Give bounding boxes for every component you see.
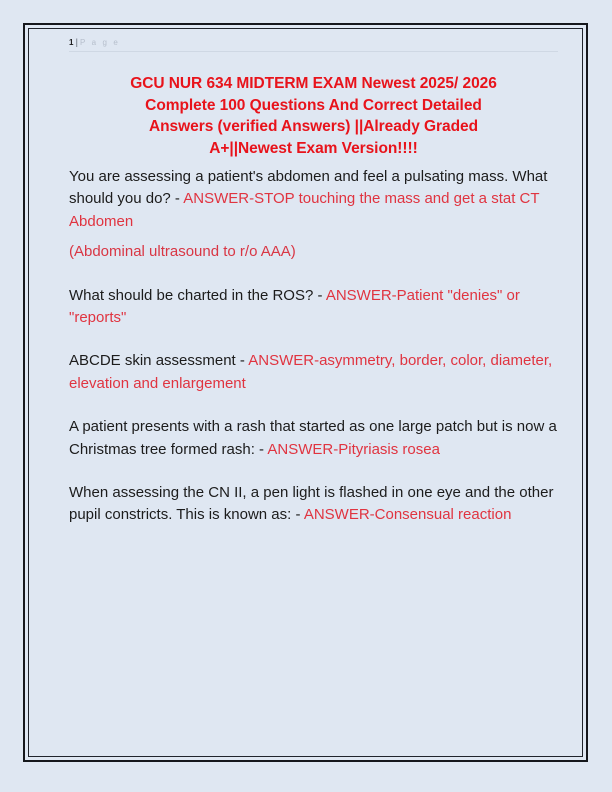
answer-text: ANSWER-Consensual reaction	[303, 506, 512, 524]
header-page-word: P a g e	[80, 38, 120, 47]
page-content-area	[29, 29, 582, 756]
question-text: You are assessing a patient's abdomen and feel a pulsating mass. What should you do? -	[69, 168, 548, 208]
header-page-number: 1	[69, 38, 74, 47]
answer-text: ANSWER-asymmetry, border, color, diameter, elevation and enlargement	[69, 352, 553, 392]
qa-block	[69, 416, 563, 461]
header-divider-rule	[69, 51, 558, 52]
question-text: ABCDE skin assessment -	[69, 352, 249, 370]
question-text: What should be charted in the ROS? -	[69, 286, 326, 304]
answer-text: ANSWER-Patient "denies" or "reports"	[69, 286, 520, 327]
question-text: A patient presents with a rash that started as one large patch but is now a Christmas tree formed rash: -	[69, 418, 557, 458]
answer-text: ANSWER-STOP touching the mass and get a stat CT Abdomen	[69, 190, 540, 230]
running-header	[69, 36, 556, 60]
document-title	[69, 73, 558, 159]
answer-note: (Abdominal ultrasound to r/o AAA)	[69, 243, 296, 261]
question-answer-list	[69, 166, 563, 548]
qa-block	[69, 482, 563, 527]
title-line-2: Complete 100 Questions And Correct Detailed	[145, 96, 482, 114]
qa-block	[69, 166, 563, 264]
qa-block	[69, 285, 563, 330]
title-line-4: A+||Newest Exam Version!!!!	[209, 139, 418, 157]
title-line-1: GCU NUR 634 MIDTERM EXAM Newest 2025/ 2026	[130, 75, 497, 92]
qa-block	[69, 350, 563, 395]
question-text: When assessing the CN II, a pen light is flashed in one eye and the other pupil constricts. This is known as: -	[69, 484, 554, 524]
header-separator: |	[75, 37, 78, 47]
answer-text: ANSWER-Pityriasis rosea	[267, 440, 440, 458]
title-line-3: Answers (verified Answers) ||Already Graded	[149, 118, 478, 135]
